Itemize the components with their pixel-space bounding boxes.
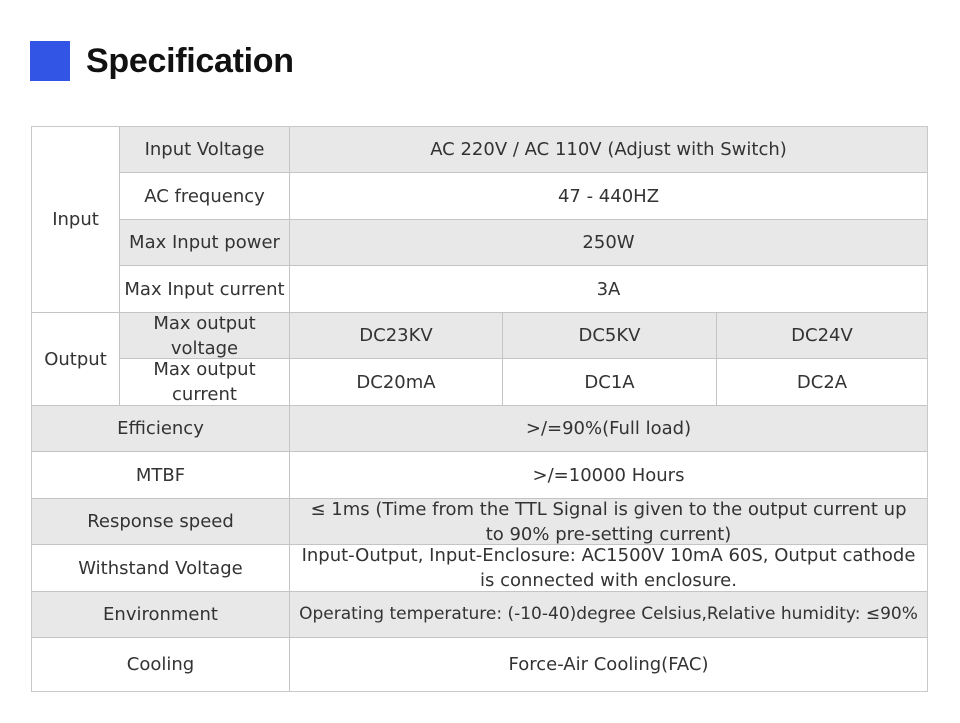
row-value-mtbf: >/=10000 Hours xyxy=(290,452,927,499)
row-value-environment: Operating temperature: (-10-40)degree Celsius,Relative humidity: ≤90% xyxy=(290,592,927,638)
row-label-withstand-voltage: Withstand Voltage xyxy=(32,545,290,592)
header-accent-square xyxy=(30,41,70,81)
group-label-output: Output xyxy=(32,313,120,406)
output-current-cell: DC1A xyxy=(503,359,717,406)
page-header xyxy=(30,40,294,82)
row-label-max-input-current: Max Input current xyxy=(120,266,290,313)
row-value-ac-frequency: 47 - 440HZ xyxy=(290,173,927,220)
output-voltage-cell: DC24V xyxy=(717,313,927,359)
group-label-input: Input xyxy=(32,127,120,313)
row-value-efficiency: >/=90%(Full load) xyxy=(290,406,927,452)
row-label-max-input-power: Max Input power xyxy=(120,220,290,266)
output-current-cell: DC20mA xyxy=(290,359,503,406)
output-voltage-cell: DC5KV xyxy=(503,313,717,359)
output-voltage-cell: DC23KV xyxy=(290,313,503,359)
row-label-max-output-current: Max output current xyxy=(120,359,290,406)
spec-table xyxy=(31,126,928,692)
row-label-environment: Environment xyxy=(32,592,290,638)
row-label-max-output-voltage: Max output voltage xyxy=(120,313,290,359)
page-title: Specification xyxy=(86,41,294,80)
row-label-input-voltage: Input Voltage xyxy=(120,127,290,173)
output-current-cell: DC2A xyxy=(717,359,927,406)
row-value-response-speed: ≤ 1ms (Time from the TTL Signal is given to the output current up to 90% pre-setting current) xyxy=(290,499,927,545)
row-value-max-input-power: 250W xyxy=(290,220,927,266)
row-label-ac-frequency: AC frequency xyxy=(120,173,290,220)
row-value-max-input-current: 3A xyxy=(290,266,927,313)
row-label-response-speed: Response speed xyxy=(32,499,290,545)
row-label-cooling: Cooling xyxy=(32,638,290,691)
row-value-withstand-voltage: Input-Output, Input-Enclosure: AC1500V 10mA 60S, Output cathode is connected with enclosure. xyxy=(290,545,927,592)
row-value-input-voltage: AC 220V / AC 110V (Adjust with Switch) xyxy=(290,127,927,173)
row-label-efficiency: Efficiency xyxy=(32,406,290,452)
row-label-mtbf: MTBF xyxy=(32,452,290,499)
row-value-cooling: Force-Air Cooling(FAC) xyxy=(290,638,927,691)
